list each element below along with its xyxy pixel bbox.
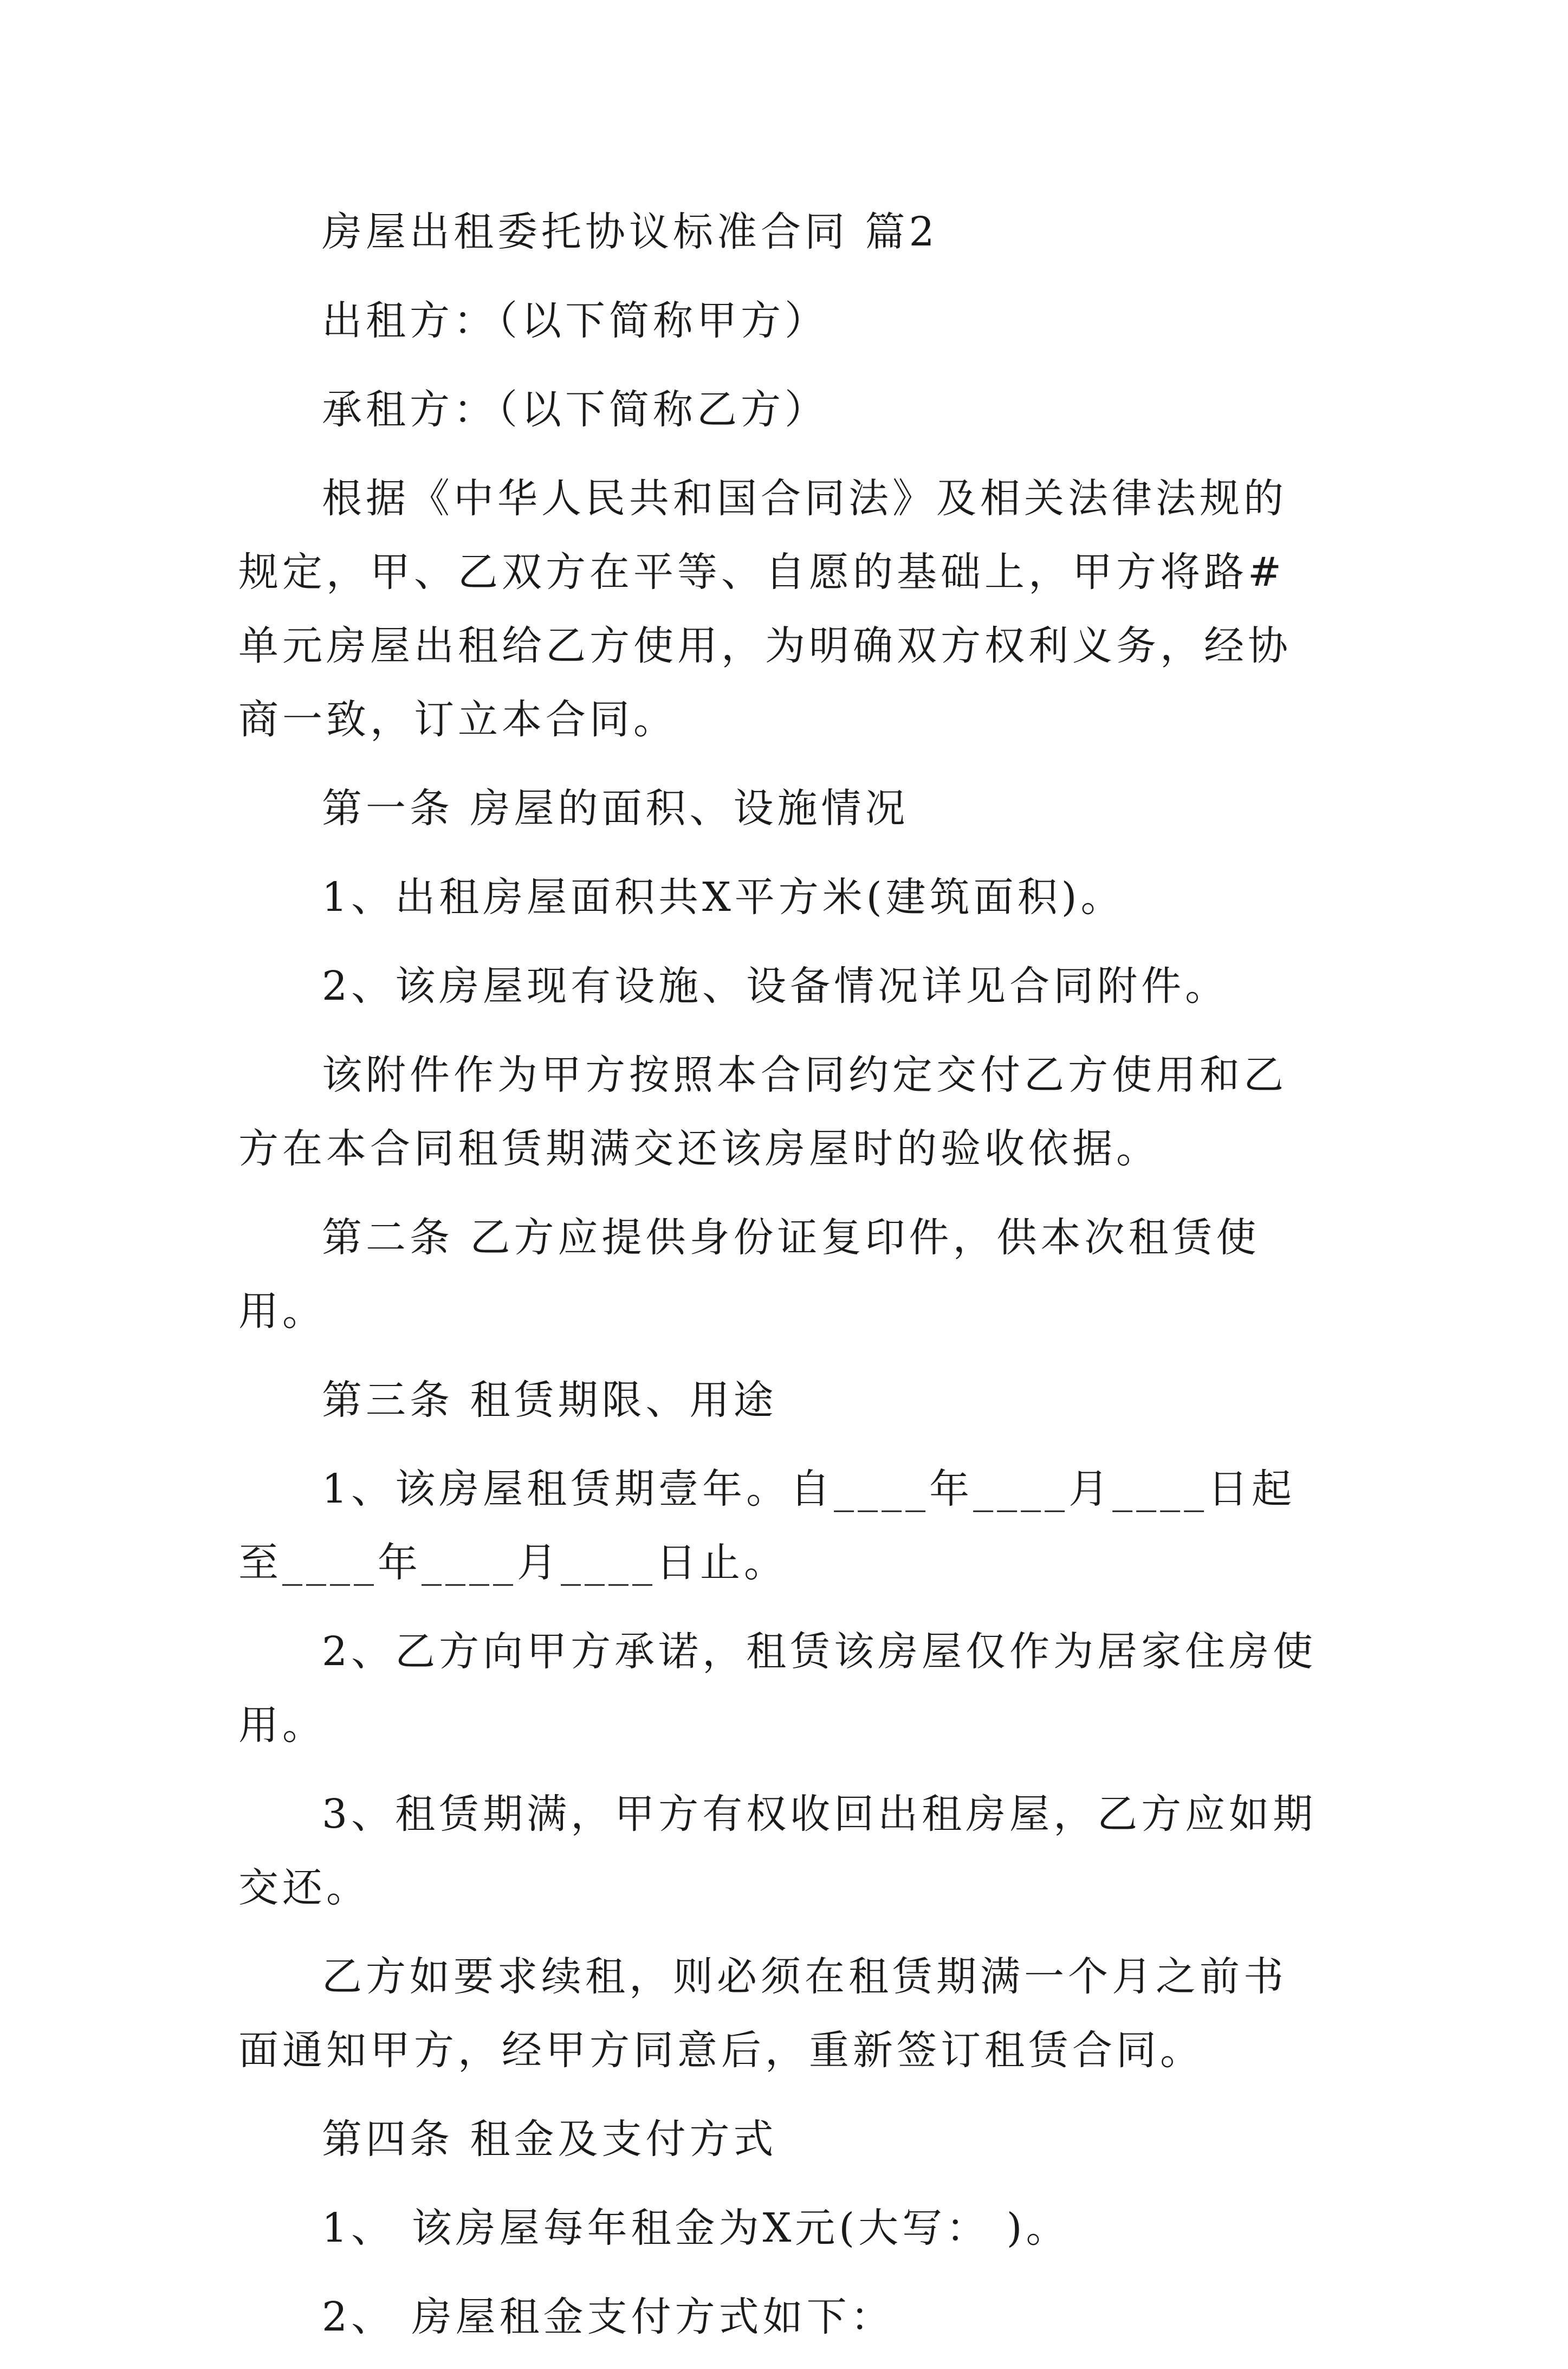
article-3-item-3: 3、租赁期满，甲方有权收回出租房屋，乙方应如期交还。	[238, 1791, 1317, 1911]
renewal-paragraph: 乙方如要求续租，则必须在租赁期满一个月之前书面通知甲方，经甲方同意后，重新签订租赁合同。	[238, 1953, 1287, 2074]
document-body	[238, 195, 1327, 2369]
article-3-item-2: 2、乙方向甲方承诺，租赁该房屋仅作为居家住房使用。	[238, 1628, 1317, 1749]
article-1-heading: 第一条 房屋的面积、设施情况	[322, 785, 909, 832]
article-4-heading: 第四条 租金及支付方式	[322, 2116, 777, 2163]
article-4-item-1: 1、 该房屋每年租金为X元(大写： )。	[322, 2205, 1070, 2251]
preamble-paragraph: 根据《中华人民共和国合同法》及相关法律法规的规定，甲、乙双方在平等、自愿的基础上，甲方将路#单元房屋出租给乙方使用，为明确双方权利义务，经协商一致，订立本合同。	[238, 475, 1292, 743]
article-3-heading: 第三条 租赁期限、用途	[322, 1377, 777, 1423]
document-title: 房屋出租委托协议标准合同 篇2	[322, 209, 938, 255]
lessor-line: 出租方：（以下简称甲方）	[322, 297, 828, 344]
article-4-item-2: 2、 房屋租金支付方式如下：	[322, 2294, 895, 2340]
article-1-item-1: 1、出租房屋面积共X平方米(建筑面积)。	[322, 874, 1125, 921]
attachment-paragraph: 该附件作为甲方按照本合同约定交付乙方使用和乙方在本合同租赁期满交还该房屋时的验收依据。	[238, 1052, 1287, 1172]
article-3-item-1: 1、该房屋租赁期壹年。自____年____月____日起至____年____月____日止。	[238, 1466, 1296, 1586]
article-1-item-2: 2、该房屋现有设施、设备情况详见合同附件。	[322, 963, 1229, 1009]
article-2-heading: 第二条 乙方应提供身份证复印件，供本次租赁使用。	[238, 1214, 1260, 1335]
lessee-line: 承租方：（以下简称乙方）	[322, 386, 828, 433]
